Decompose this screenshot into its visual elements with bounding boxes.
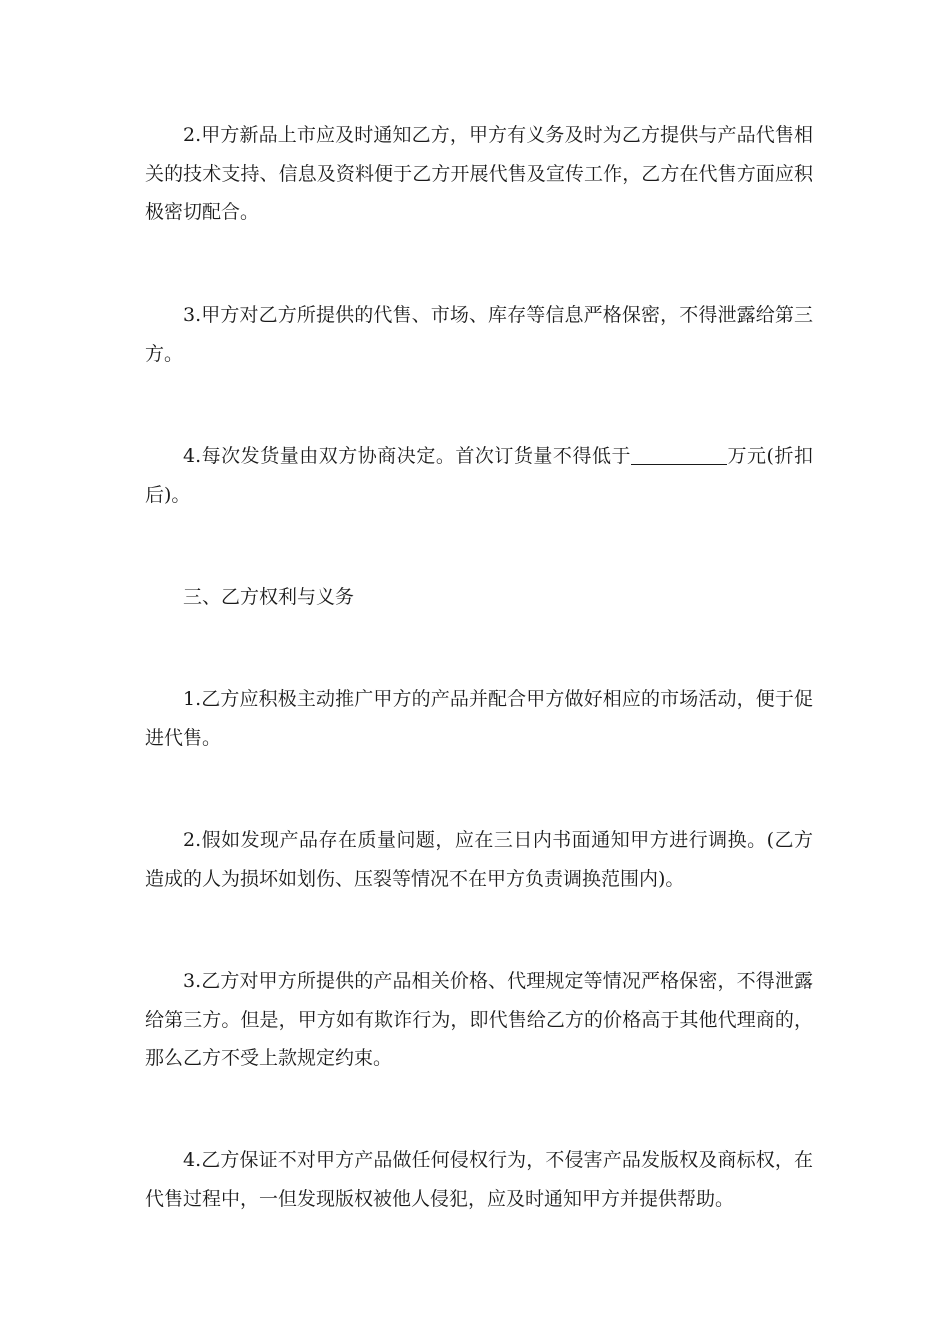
clause-party-b-2: 2.假如发现产品存在质量问题，应在三日内书面通知甲方进行调换。(乙方造成的人为损坏如划伤、压裂等情况不在甲方负责调换范围内)。 — [145, 829, 813, 890]
clause-party-b-3: 3.乙方对甲方所提供的产品相关价格、代理规定等情况严格保密，不得泄露给第三方。但是，甲方如有欺诈行为，即代售给乙方的价格高于其他代理商的，那么乙方不受上款规定约束。 — [145, 970, 813, 1069]
clause-party-a-4 — [145, 437, 813, 514]
clause-party-a-3: 3.甲方对乙方所提供的代售、市场、库存等信息严格保密，不得泄露给第三方。 — [145, 304, 813, 365]
section-heading-party-b: 三、乙方权利与义务 — [183, 586, 355, 608]
clause-party-b-1: 1.乙方应积极主动推广甲方的产品并配合甲方做好相应的市场活动，便于促进代售。 — [145, 688, 813, 749]
clause-party-a-4-text: 4.每次发货量由双方协商决定。首次订货量不得低于 — [183, 445, 631, 467]
clause-party-b-4: 4.乙方保证不对甲方产品做任何侵权行为，不侵害产品发版权及商标权，在代售过程中，一但发现版权被他人侵犯，应及时通知甲方并提供帮助。 — [145, 1149, 813, 1210]
order-amount-blank — [631, 445, 727, 465]
clause-party-a-2: 2.甲方新品上市应及时通知乙方，甲方有义务及时为乙方提供与产品代售相关的技术支持、信息及资料便于乙方开展代售及宣传工作，乙方在代售方面应积极密切配合。 — [145, 124, 813, 223]
clause-party-a-4-suffix: 万元(折扣后)。 — [145, 445, 813, 506]
